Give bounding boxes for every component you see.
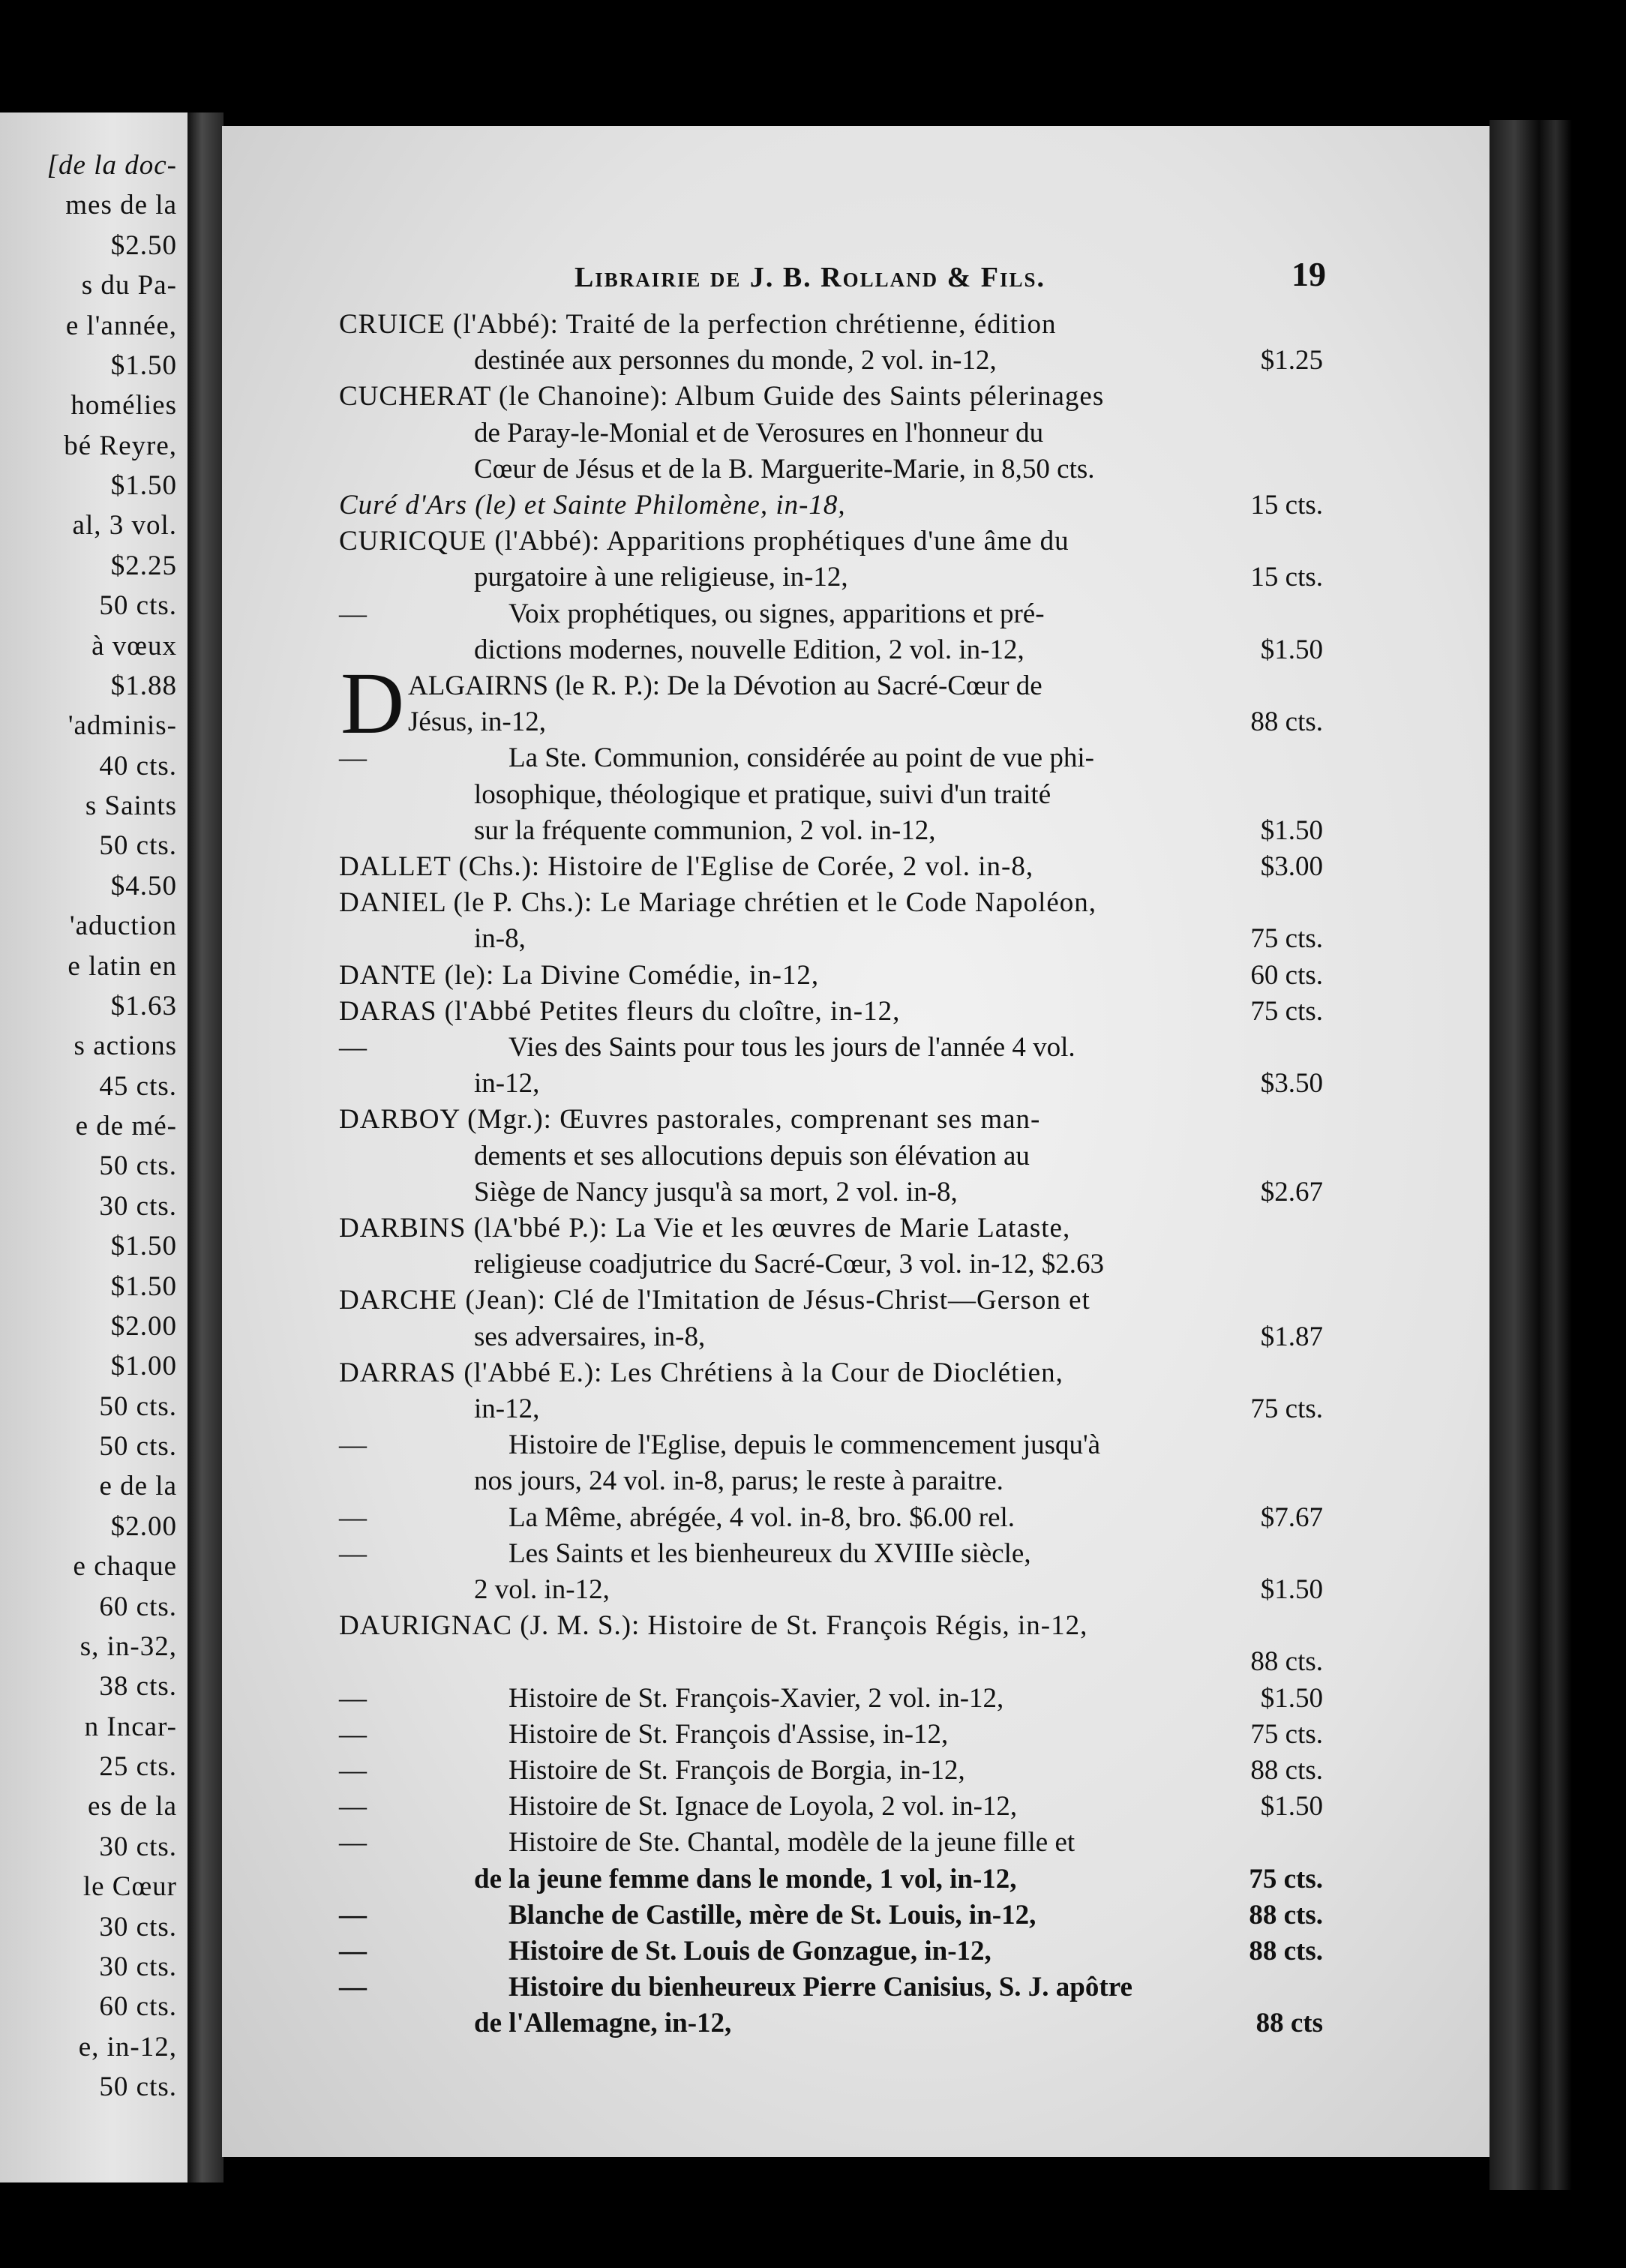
- left-page-line: 40 cts.: [99, 750, 177, 782]
- left-page-line: 'adminis-: [68, 710, 177, 742]
- left-page-line: 50 cts.: [99, 830, 177, 862]
- sub-entry-text: Vies des Saints pour tous les jours de l'année 4 vol.: [508, 1032, 1076, 1063]
- catalogue-line: [339, 1464, 1323, 1498]
- entry-continuation-text: de la jeune femme dans le monde, 1 vol, in-12,: [474, 1863, 1017, 1894]
- catalogue-line: [339, 488, 1323, 523]
- entry-heading-text: DAURIGNAC (J. M. S.): Histoire de St. François Régis, in-12,: [339, 1610, 1088, 1642]
- entry-continuation-text: in-8,: [474, 923, 526, 955]
- left-page-line: [de la doc-: [46, 150, 177, 181]
- price: 75 cts.: [1250, 1718, 1323, 1750]
- catalogue-line: [339, 416, 1323, 451]
- price: $1.50: [1260, 1791, 1323, 1822]
- entry-heading-text: Curé d'Ars (le) et Sainte Philomène, in-18,: [339, 490, 846, 520]
- catalogue-line: [339, 524, 1323, 559]
- catalogue-line: [339, 1501, 1323, 1535]
- sub-entry-text: Histoire du bienheureux Pierre Canisius, S. J. apôtre: [508, 1972, 1132, 2003]
- entry-heading-text: CUCHERAT (le Chanoine): Album Guide des Saints pélerinages: [339, 381, 1105, 412]
- sub-entry-text: Histoire de St. François d'Assise, in-12,: [508, 1718, 949, 1750]
- left-page-line: 50 cts.: [99, 590, 177, 622]
- catalogue-line: [339, 1609, 1323, 1643]
- left-page-line: le Cœur: [82, 1871, 177, 1903]
- left-page-line: 30 cts.: [99, 1831, 177, 1862]
- left-page-line: e latin en: [68, 950, 177, 982]
- entry-continuation-text: nos jours, 24 vol. in-8, parus; le reste à paraitre.: [474, 1466, 1004, 1497]
- price: 88 cts.: [1250, 1646, 1323, 1678]
- left-page-line: $1.50: [110, 350, 177, 381]
- left-page-line: mes de la: [65, 190, 177, 221]
- sub-entry-text: Histoire de l'Eglise, depuis le commencement jusqu'à: [508, 1430, 1101, 1461]
- price: 88 cts: [1256, 2008, 1323, 2039]
- catalogue-line: [339, 1428, 1323, 1462]
- drop-cap-letter: D: [340, 654, 405, 752]
- catalogue-line: [339, 814, 1323, 848]
- left-page-line: 60 cts.: [99, 1991, 177, 2023]
- gutter-shadow: [188, 112, 224, 2182]
- entry-heading-text: DANIEL (le P. Chs.): Le Mariage chrétien et le Code Napoléon,: [339, 887, 1097, 919]
- left-page-line: 50 cts.: [99, 1431, 177, 1462]
- left-page-line: $1.50: [110, 1270, 177, 1302]
- left-page-line: es de la: [88, 1791, 177, 1822]
- left-page-line: 25 cts.: [99, 1751, 177, 1782]
- entry-continuation-text: Cœur de Jésus et de la B. Marguerite-Marie, in 8,50 cts.: [474, 453, 1095, 484]
- price: 75 cts.: [1250, 995, 1323, 1027]
- left-page-line: à vœux: [92, 630, 177, 662]
- entry-heading-text: CURICQUE (l'Abbé): Apparitions prophétiques d'une âme du: [339, 526, 1070, 557]
- entry-continuation-text: ses adversaires, in-8,: [474, 1321, 706, 1352]
- price: $3.00: [1260, 851, 1323, 882]
- price: $1.50: [1260, 634, 1323, 665]
- left-page-line: e de la: [99, 1471, 177, 1502]
- left-page-line: homélies: [70, 390, 177, 422]
- left-page-line: bé Reyre,: [64, 430, 177, 461]
- entry-heading-text: DARBINS (lA'bbé P.): La Vie et les œuvres de Marie Lataste,: [339, 1213, 1071, 1244]
- price: 15 cts.: [1250, 562, 1323, 593]
- sub-entry-text: Voix prophétiques, ou signes, apparitions et pré-: [508, 598, 1045, 629]
- price: $3.50: [1260, 1068, 1323, 1100]
- left-page-line: n Incar-: [84, 1711, 177, 1742]
- left-page-line: s du Pa-: [81, 270, 177, 302]
- ditto-dash: —: [339, 1827, 367, 1858]
- catalogue-line: [339, 1537, 1323, 1571]
- page-number: 19: [1292, 255, 1326, 293]
- entry-heading-text: DARBOY (Mgr.): Œuvres pastorales, comprenant ses man-: [339, 1104, 1041, 1136]
- sub-entry-text: Les Saints et les bienheureux du XVIIIe siècle,: [508, 1538, 1031, 1569]
- left-page-line: e l'année,: [65, 310, 177, 341]
- ditto-dash: —: [339, 1899, 367, 1930]
- price: $1.50: [1260, 1682, 1323, 1714]
- catalogue-line: [339, 1247, 1323, 1282]
- price: $1.25: [1260, 345, 1323, 376]
- catalogue-line: [339, 1175, 1323, 1210]
- price: 75 cts.: [1250, 923, 1323, 955]
- entry-continuation-text: Jésus, in-12,: [408, 706, 546, 738]
- sub-entry-text: Histoire de St. François de Borgia, in-12,: [508, 1755, 965, 1786]
- price: $1.50: [1260, 814, 1323, 846]
- ditto-dash: —: [339, 1936, 367, 1966]
- entry-continuation-text: 2 vol. in-12,: [474, 1574, 610, 1605]
- entry-continuation-text: in-12,: [474, 1068, 540, 1100]
- catalogue-line: [339, 633, 1323, 668]
- entry-heading-text: DARRAS (l'Abbé E.): Les Chrétiens à la Cour de Dioclétien,: [339, 1357, 1064, 1388]
- catalogue-line: [339, 705, 1323, 740]
- entry-continuation-text: sur la fréquente communion, 2 vol. in-12,: [474, 814, 936, 846]
- catalogue-line: [339, 1970, 1323, 2005]
- catalogue-line: [339, 958, 1323, 993]
- entry-heading-text: DARAS (l'Abbé Petites fleurs du cloître, in-12,: [339, 995, 901, 1027]
- left-page-line: 30 cts.: [99, 1190, 177, 1222]
- left-page-line: s, in-32,: [80, 1630, 177, 1662]
- entry-heading-text: ALGAIRNS (le R. P.): De la Dévotion au Sacré-Cœur de: [408, 670, 1042, 701]
- left-page-line: $2.00: [110, 1310, 177, 1342]
- price: 60 cts.: [1250, 959, 1323, 991]
- entry-continuation-text: de Paray-le-Monial et de Verosures en l'honneur du: [474, 417, 1044, 448]
- left-page-line: 50 cts.: [99, 1150, 177, 1182]
- ditto-dash: —: [339, 1755, 367, 1786]
- catalogue-line: [339, 886, 1323, 920]
- left-page-line: e, in-12,: [78, 2031, 177, 2062]
- entry-heading-text: CRUICE (l'Abbé): Traité de la perfection chrétienne, édition: [339, 309, 1057, 340]
- ditto-dash: —: [339, 1502, 367, 1533]
- sub-entry-text: La Même, abrégée, 4 vol. in-8, bro. $6.00 rel.: [508, 1502, 1016, 1533]
- price: 75 cts.: [1250, 1394, 1323, 1424]
- ditto-dash: —: [339, 1430, 367, 1461]
- entry-heading-text: DALLET (Chs.): Histoire de l'Eglise de Corée, 2 vol. in-8,: [339, 851, 1034, 882]
- ditto-dash: —: [339, 1538, 367, 1569]
- price: $7.67: [1260, 1502, 1323, 1533]
- catalogue-line: [339, 452, 1323, 487]
- ditto-dash: —: [339, 1032, 367, 1063]
- catalogue-line: [339, 1320, 1323, 1354]
- entry-continuation-text: dements et ses allocutions depuis son élévation au: [474, 1140, 1030, 1172]
- catalogue-line: [339, 1102, 1323, 1137]
- sub-entry-text: Histoire de St. Ignace de Loyola, 2 vol. in-12,: [508, 1791, 1018, 1822]
- catalogue-line: [339, 1934, 1323, 1969]
- sub-entry-text: Histoire de St. François-Xavier, 2 vol. in-12,: [508, 1682, 1004, 1714]
- left-page-line: $1.50: [110, 1231, 177, 1262]
- left-page-line: s Saints: [85, 790, 177, 821]
- ditto-dash: —: [339, 1682, 367, 1714]
- catalogue-line: [339, 1754, 1323, 1788]
- sub-entry-text: Histoire de Ste. Chantal, modèle de la jeune fille et: [508, 1827, 1076, 1858]
- catalogue-line: [339, 344, 1323, 378]
- catalogue-line: [339, 1898, 1323, 1933]
- left-page-line: $1.00: [110, 1351, 177, 1382]
- left-page-line: $2.25: [110, 550, 177, 581]
- catalogue-line: [339, 1066, 1323, 1101]
- price: 88 cts.: [1250, 706, 1323, 738]
- left-page-line: 50 cts.: [99, 1390, 177, 1422]
- ditto-dash: —: [339, 1718, 367, 1750]
- price: $1.87: [1260, 1321, 1323, 1352]
- entry-continuation-text: dictions modernes, nouvelle Edition, 2 vol. in-12,: [474, 634, 1024, 665]
- left-page-line: al, 3 vol.: [72, 510, 177, 542]
- left-page-line: e de mé-: [75, 1111, 177, 1142]
- catalogue-line: [339, 1682, 1323, 1716]
- left-page-line: e chaque: [73, 1551, 177, 1582]
- catalogue-line: [339, 597, 1323, 632]
- catalogue-line: [339, 1862, 1323, 1897]
- sub-entry-text: Histoire de St. Louis de Gonzague, in-12,: [508, 1936, 992, 1966]
- price: 75 cts.: [1249, 1863, 1323, 1894]
- catalogue-line: [339, 1826, 1323, 1860]
- price: 88 cts.: [1249, 1899, 1323, 1930]
- ditto-dash: —: [339, 1791, 367, 1822]
- catalogue-line: [339, 2006, 1323, 2041]
- catalogue-line: [339, 1790, 1323, 1824]
- left-page-line: $2.50: [110, 230, 177, 261]
- catalogue-line: [339, 1645, 1323, 1679]
- catalogue-line: [339, 560, 1323, 595]
- left-page-line: 45 cts.: [99, 1070, 177, 1102]
- catalogue-line: [339, 850, 1323, 884]
- price: 88 cts.: [1249, 1936, 1323, 1966]
- left-page-line: 30 cts.: [99, 1911, 177, 1942]
- catalogue-line: [339, 1139, 1323, 1174]
- catalogue-line: [339, 380, 1323, 414]
- price: $2.67: [1260, 1176, 1323, 1208]
- left-page-line: $2.00: [110, 1510, 177, 1542]
- catalogue-line: [339, 994, 1323, 1029]
- left-page-line: 30 cts.: [99, 1951, 177, 1982]
- entry-continuation-text: losophique, théologique et pratique, suivi d'un traité: [474, 778, 1052, 810]
- price: 15 cts.: [1250, 490, 1323, 520]
- right-page-edge: [1490, 120, 1572, 2190]
- entry-continuation-text: destinée aux personnes du monde, 2 vol. in-12,: [474, 345, 997, 376]
- entry-continuation-text: purgatoire à une religieuse, in-12,: [474, 562, 848, 593]
- price: 88 cts.: [1250, 1755, 1323, 1786]
- catalogue-line: [339, 778, 1323, 812]
- entry-continuation-text: de l'Allemagne, in-12,: [474, 2008, 732, 2039]
- catalogue-line: [339, 1356, 1323, 1390]
- left-page-line: s actions: [74, 1030, 177, 1062]
- catalogue-line: [339, 922, 1323, 956]
- catalogue-line: [339, 1718, 1323, 1752]
- catalogue-line: [339, 1573, 1323, 1607]
- ditto-dash: —: [339, 742, 367, 774]
- entry-heading-text: DARCHE (Jean): Clé de l'Imitation de Jésus-Christ—Gerson et: [339, 1285, 1090, 1316]
- catalogue-line: [339, 1211, 1323, 1246]
- left-page-line: $4.50: [110, 870, 177, 902]
- catalogue-line: [339, 741, 1323, 776]
- entry-continuation-text: in-12,: [474, 1394, 540, 1424]
- left-page-line: $1.50: [110, 470, 177, 501]
- price: $1.50: [1260, 1574, 1323, 1605]
- sub-entry-text: La Ste. Communion, considérée au point de vue phi-: [508, 742, 1094, 774]
- ditto-dash: —: [339, 1972, 367, 2003]
- entry-continuation-text: religieuse coadjutrice du Sacré-Cœur, 3 vol. in-12, $2.63: [474, 1249, 1105, 1280]
- sub-entry-text: Blanche de Castille, mère de St. Louis, in-12,: [508, 1899, 1036, 1930]
- left-page-fragment: [0, 112, 188, 2182]
- ditto-dash: —: [339, 598, 367, 629]
- catalogue-line: [339, 1283, 1323, 1318]
- catalogue-line: [339, 1030, 1323, 1065]
- catalogue-line: [339, 308, 1323, 342]
- left-page-line: $1.63: [110, 990, 177, 1022]
- left-page-line: 'aduction: [69, 910, 177, 942]
- running-head: Librairie de J. B. Rolland & Fils.: [574, 262, 1046, 293]
- catalogue-line: [339, 1392, 1323, 1426]
- left-page-line: 60 cts.: [99, 1591, 177, 1622]
- left-page-line: 38 cts.: [99, 1671, 177, 1702]
- left-page-line: 50 cts.: [99, 2072, 177, 2102]
- entry-continuation-text: Siège de Nancy jusqu'à sa mort, 2 vol. in-8,: [474, 1176, 958, 1208]
- left-page-line: $1.88: [110, 670, 177, 701]
- entry-heading-text: DANTE (le): La Divine Comédie, in-12,: [339, 959, 820, 991]
